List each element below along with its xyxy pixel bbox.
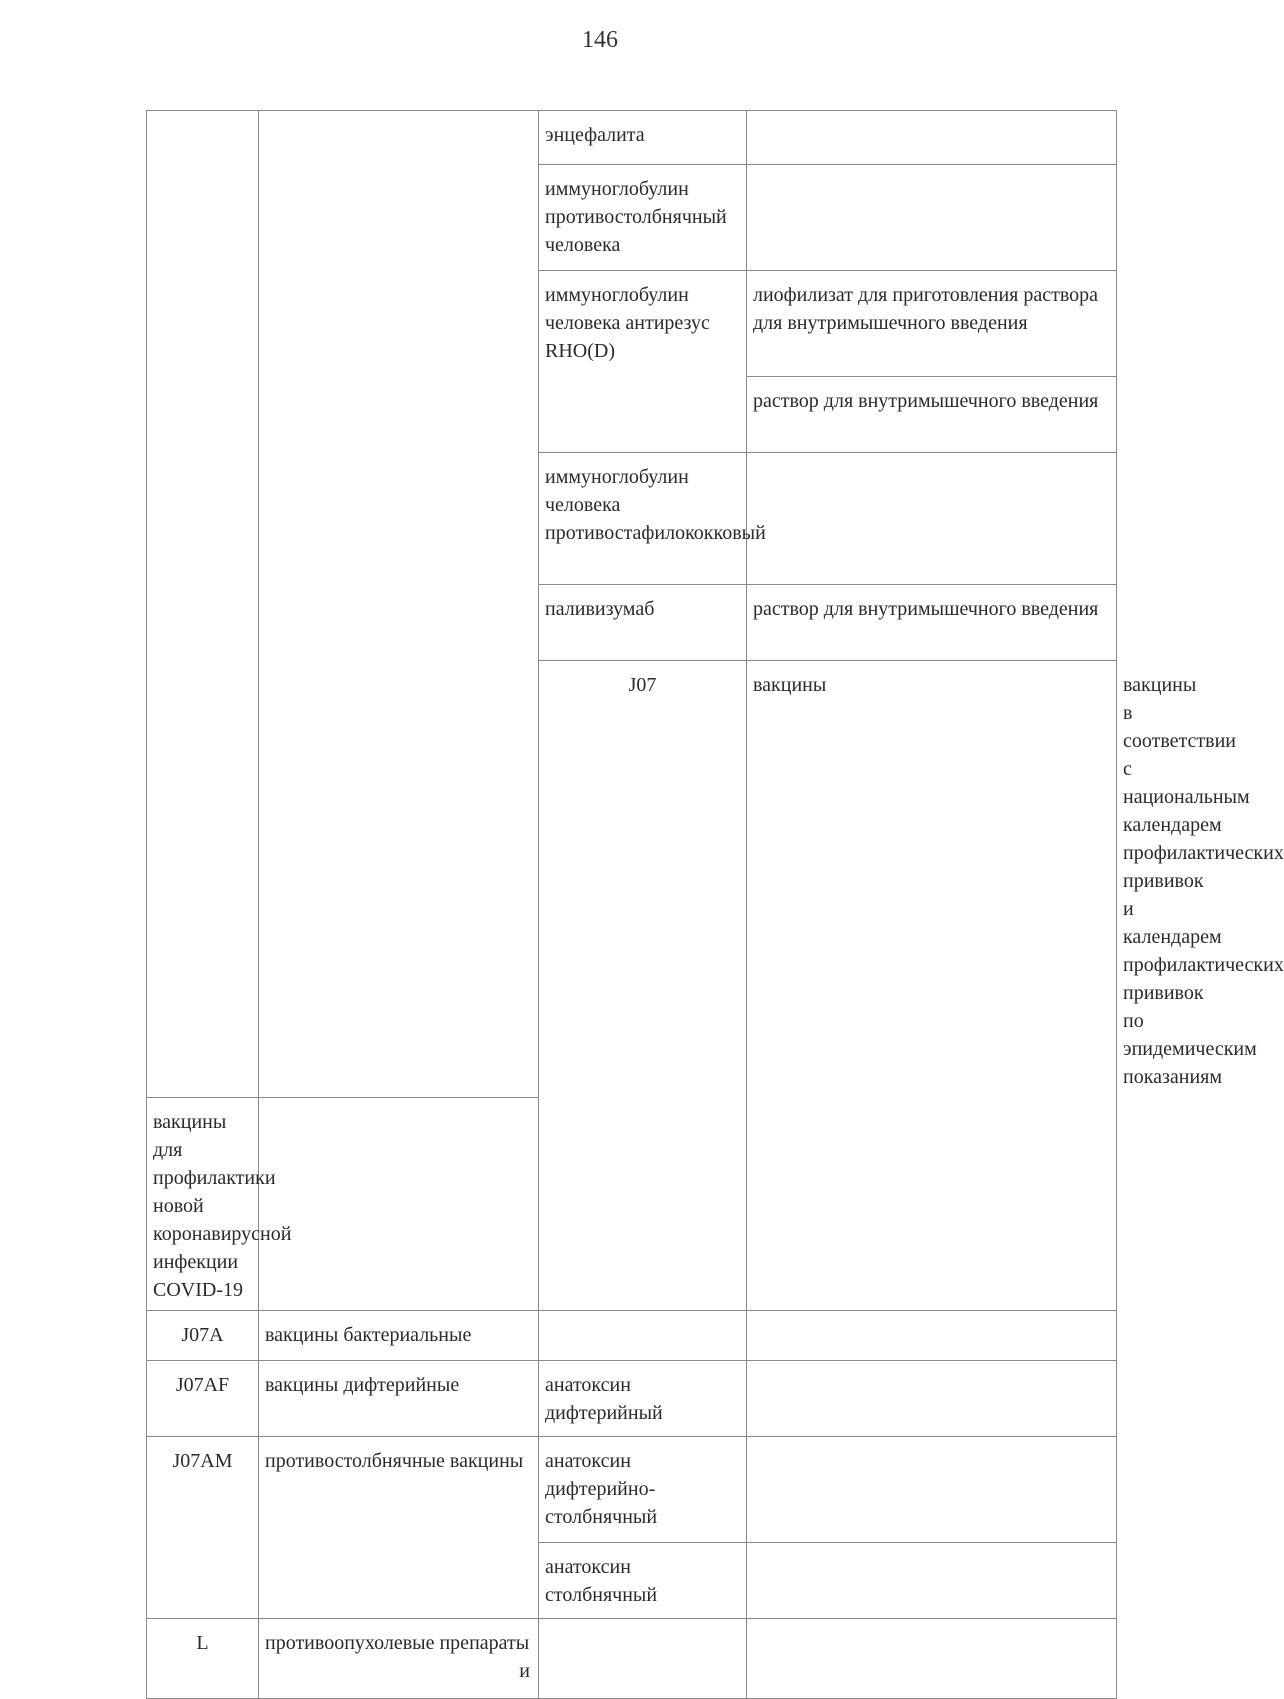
medication-table (146, 110, 1284, 1699)
code-cell: J07 (539, 661, 747, 1311)
drug-name-cell: анатоксин дифтерийный (539, 1361, 747, 1437)
group-name-cell: противостолбнячные вакцины (259, 1437, 539, 1619)
drug-name-cell: анатоксин дифтерийно-столбнячный (539, 1437, 747, 1543)
dosage-form-cell (747, 453, 1117, 585)
table-row: J07 вакцины вакцины в соответствии с национальным календарем профилактических прививок и календарем профилактических прививок по эпидемическим показаниям (147, 661, 1117, 1098)
group-name-tail: и (519, 1660, 530, 1682)
group-name-cell (259, 111, 539, 1098)
code-cell: J07AF (147, 1361, 259, 1437)
group-name-cell: вакцины (747, 661, 1117, 1311)
dosage-form-cell (747, 1361, 1117, 1437)
table-row (147, 1619, 1117, 1699)
dosage-form-cell (747, 111, 1117, 165)
drug-name-cell: энцефалита (539, 111, 747, 165)
code-cell: L (147, 1619, 259, 1699)
group-name-cell: вакцины дифтерийные (259, 1361, 539, 1437)
table-row (147, 1311, 1117, 1361)
drug-name-cell: иммуноглобулин человека противостафилококковый (539, 453, 747, 585)
drug-name-cell: паливизумаб (539, 585, 747, 661)
dosage-form-cell: лиофилизат для приготовления раствора для внутримышечного введения (747, 271, 1117, 377)
table-row (147, 111, 1117, 165)
dosage-form-cell: раствор для внутримышечного введения (747, 377, 1117, 453)
drug-name-cell (539, 1311, 747, 1361)
table-row (147, 1361, 1117, 1437)
drug-name-cell (539, 1619, 747, 1699)
group-name-cell (259, 1619, 539, 1699)
group-name-text: противоопухолевые препараты (265, 1632, 530, 1654)
drug-name-cell: анатоксин столбнячный (539, 1543, 747, 1619)
dosage-form-cell: раствор для внутримышечного введения (747, 585, 1117, 661)
drug-name-cell: вакцины для профилактики новой коронавирусной инфекции COVID-19 (147, 1098, 259, 1311)
group-name-cell: вакцины бактериальные (259, 1311, 539, 1361)
table-row (147, 1437, 1117, 1543)
dosage-form-cell (747, 165, 1117, 271)
code-cell: J07A (147, 1311, 259, 1361)
dosage-form-cell (747, 1311, 1117, 1361)
drug-name-cell: иммуноглобулин человека антирезус RHO(D) (539, 271, 747, 453)
code-cell: J07AM (147, 1437, 259, 1619)
code-cell (147, 111, 259, 1098)
drug-name-cell: иммуноглобулин противостолбнячный человека (539, 165, 747, 271)
page-number: 146 (582, 27, 618, 53)
dosage-form-cell (747, 1619, 1117, 1699)
dosage-form-cell (747, 1543, 1117, 1619)
dosage-form-cell (747, 1437, 1117, 1543)
